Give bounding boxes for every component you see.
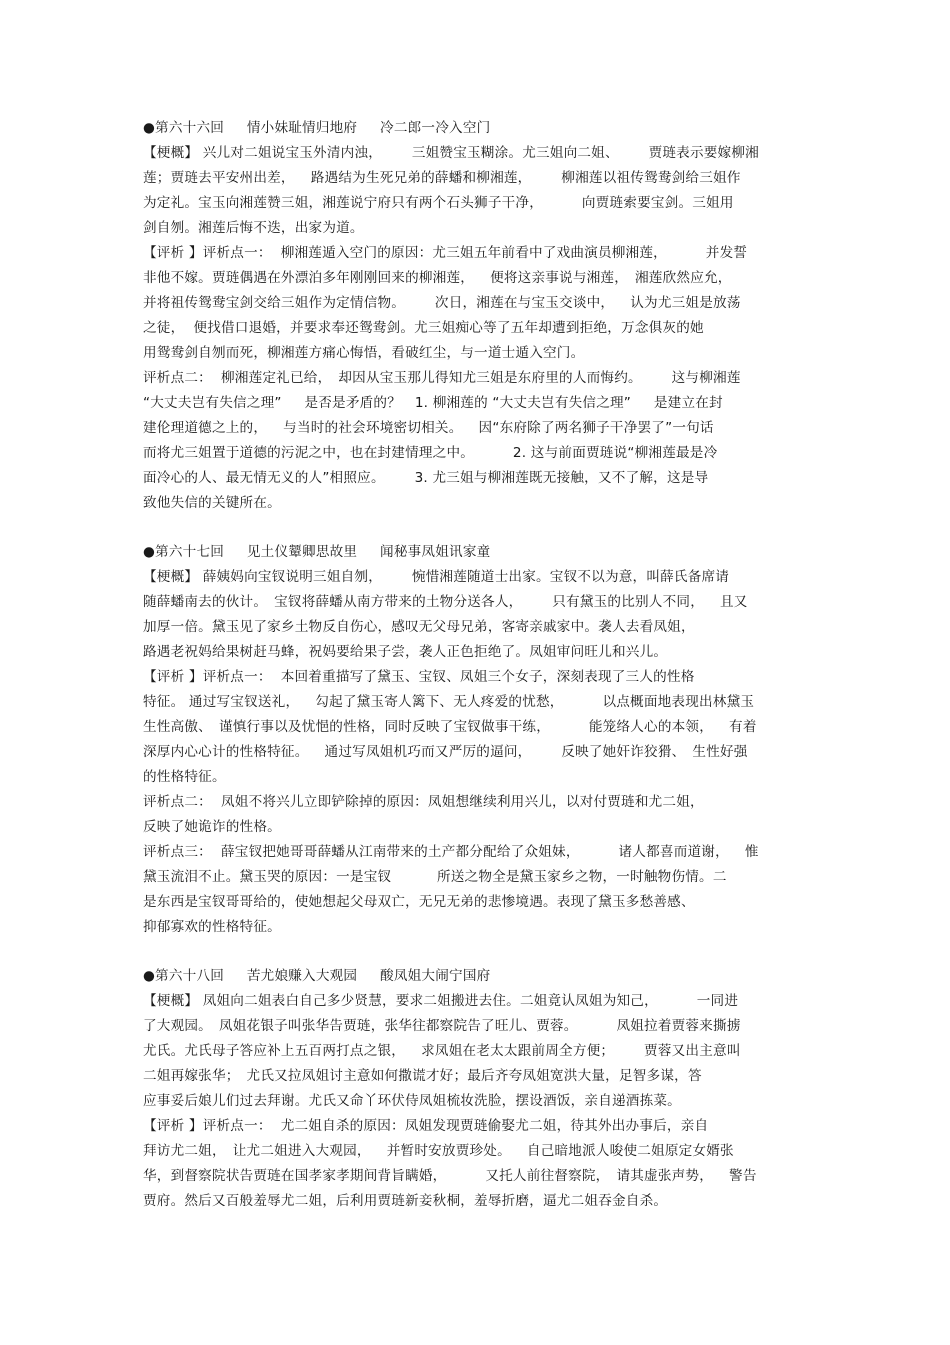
text-line: 面冷心的人、最无情无义的人”相照应。 3. 尤三姐与柳湘莲既无接触，又不了解，这是导	[143, 470, 709, 486]
chapter-title: ●第六十七回 见土仪颦卿思故里 闻秘事凤姐讯家童	[143, 544, 491, 560]
text-line: 并将祖传鸳鸯宝剑交给三姐作为定情信物。 次日，湘莲在与宝玉交谈中， 认为尤三姐是放荡	[143, 295, 741, 311]
text-line: 特征。 通过写宝钗送礼， 勾起了黛玉寄人篱下、无人疼爱的忧愁， 以点概面地表现出林黛玉	[143, 694, 755, 710]
text-line: 用鸳鸯剑自刎而死，柳湘莲方痛心悔悟，看破红尘，与一道士遁入空门。	[143, 345, 585, 361]
text-line: 而将尤三姐置于道德的污泥之中，也在封建情理之中。 2. 这与前面贾琏说“柳湘莲最是冷	[143, 445, 718, 461]
text-line: 【梗概】 薛姨妈向宝钗说明三姐自刎， 惋惜湘莲随道士出家。宝钗不以为意，叫薛氏备席请	[143, 569, 730, 585]
text-line: 【梗概】 兴儿对二姐说宝玉外清内浊， 三姐赞宝玉糊涂。尤三姐向二姐、 贾琏表示要嫁柳湘	[143, 145, 759, 161]
text-line: 华，到督察院状告贾琏在国孝家孝期间背旨瞒婚， 又托人前往督察院， 请其虚张声势， 警告	[143, 1168, 757, 1184]
text-line: 深厚内心心计的性格特征。 通过写凤姐机巧而又严厉的逼问， 反映了她奸诈狡猾、 生性好强	[143, 744, 748, 760]
text-line: “大丈夫岂有失信之理” 是否是矛盾的？ 1. 柳湘莲的 “大丈夫岂有失信之理” 是建立在封	[143, 395, 723, 411]
text-line: 路遇老祝妈给果树赶马蜂，祝妈要给果子尝，袭人正色拒绝了。凤姐审问旺儿和兴儿。	[143, 644, 668, 660]
text-line: 【评析 】评析点一： 本回着重描写了黛玉、宝钗、凤姐三个女子，深刻表现了三人的性格	[143, 669, 695, 685]
text-line: 剑自刎。湘莲后悔不迭，出家为道。	[143, 220, 364, 236]
text-line: 尤氏。尤氏母子答应补上五百两打点之银， 求凤姐在老太太跟前周全方便； 贾蓉又出主意叫	[143, 1043, 741, 1059]
chapter-title: ●第六十八回 苦尤娘赚入大观园 酸凤姐大闹宁国府	[143, 968, 491, 984]
text-line: 拜访尤二姐， 让尤二姐进入大观园， 并暂时安放贾珍处。 自己暗地派人唆使二姐原定女婿张	[143, 1143, 734, 1159]
text-line: 建伦理道德之上的， 与当时的社会环境密切相关。 因“东府除了两名狮子干净罢了”一句话	[143, 420, 714, 436]
text-line: 反映了她诡诈的性格。	[143, 819, 281, 835]
text-line: 随薛蟠南去的伙计。 宝钗将薛蟠从南方带来的土物分送各人， 只有黛玉的比别人不同， 且又	[143, 594, 748, 610]
text-line: 非他不嫁。贾琏偶遇在外漂泊多年刚刚回来的柳湘莲， 便将这亲事说与湘莲， 湘莲欣然应允，	[143, 270, 732, 286]
text-line: 是东西是宝钗哥哥给的，使她想起父母双亡，无兄无弟的悲惨境遇。表现了黛玉多愁善感、	[143, 894, 695, 910]
text-line: 应事妥后娘儿们过去拜谢。尤氏又命丫环伏侍凤姐梳妆洗脸，摆设酒饭，亲自递酒拣菜。	[143, 1093, 681, 1109]
text-line: 致他失信的关键所在。	[143, 495, 281, 511]
text-line: 贾府。然后又百般羞辱尤二姐，后利用贾琏新妾秋桐，羞辱折磨，逼尤二姐吞金自杀。	[143, 1193, 668, 1209]
chapter-title: ●第六十六回 情小妹耻情归地府 冷二郎一冷入空门	[143, 120, 491, 136]
text-line: 【评析 】评析点一： 柳湘莲遁入空门的原因：尤三姐五年前看中了戏曲演员柳湘莲， 并发誓	[143, 245, 748, 261]
text-line: 生性高傲、 谨慎行事以及忧悒的性格，同时反映了宝钗做事干练， 能笼络人心的本领， 有着	[143, 719, 757, 735]
text-line: 抑郁寡欢的性格特征。	[143, 919, 281, 935]
text-line: 评析点二： 柳湘莲定礼已给， 却因从宝玉那儿得知尤三姐是东府里的人而悔约。 这与柳湘莲	[143, 370, 741, 386]
text-line: 【评析 】评析点一： 尤二姐自杀的原因：凤姐发现贾琏偷娶尤二姐，待其外出办事后，亲自	[143, 1118, 709, 1134]
text-line: 二姐再嫁张华； 尤氏又拉凤姐讨主意如何撒谎才好；最后齐夸凤姐宽洪大量，足智多谋，答	[143, 1068, 702, 1084]
text-line: 加厚一倍。黛玉见了家乡土物反自伤心，感叹无父母兄弟，客寄亲戚家中。袭人去看凤姐，	[143, 619, 695, 635]
text-line: 为定礼。宝玉向湘莲赞三姐，湘莲说宁府只有两个石头狮子干净， 向贾琏索要宝剑。三姐用	[143, 195, 734, 211]
text-line: 评析点三： 薛宝钗把她哥哥薛蟠从江南带来的土产都分配给了众姐妹， 诸人都喜而道谢， 惟	[143, 844, 759, 860]
text-line: 黛玉流泪不止。黛玉哭的原因：一是宝钗 所送之物全是黛玉家乡之物，一时触物伤情。二	[143, 869, 727, 885]
text-line: 【梗概】 凤姐向二姐表白自己多少贤慧，要求二姐搬进去住。二姐竟认凤姐为知己， 一同进	[143, 993, 739, 1009]
text-line: 评析点二： 凤姐不将兴儿立即铲除掉的原因：凤姐想继续利用兴儿，以对付贾琏和尤二姐，	[143, 794, 704, 810]
text-line: 之徒， 便找借口退婚，并要求奉还鸳鸯剑。尤三姐痴心等了五年却遭到拒绝，万念俱灰的她	[143, 320, 704, 336]
text-line: 的性格特征。	[143, 769, 226, 785]
text-line: 莲；贾琏去平安州出差， 路遇结为生死兄弟的薛蟠和柳湘莲， 柳湘莲以祖传鸳鸯剑给三姐作	[143, 170, 741, 186]
text-line: 了大观园。 凤姐花银子叫张华告贾琏，张华往都察院告了旺儿、贾蓉。 凤姐拉着贾蓉来撕掳	[143, 1018, 741, 1034]
